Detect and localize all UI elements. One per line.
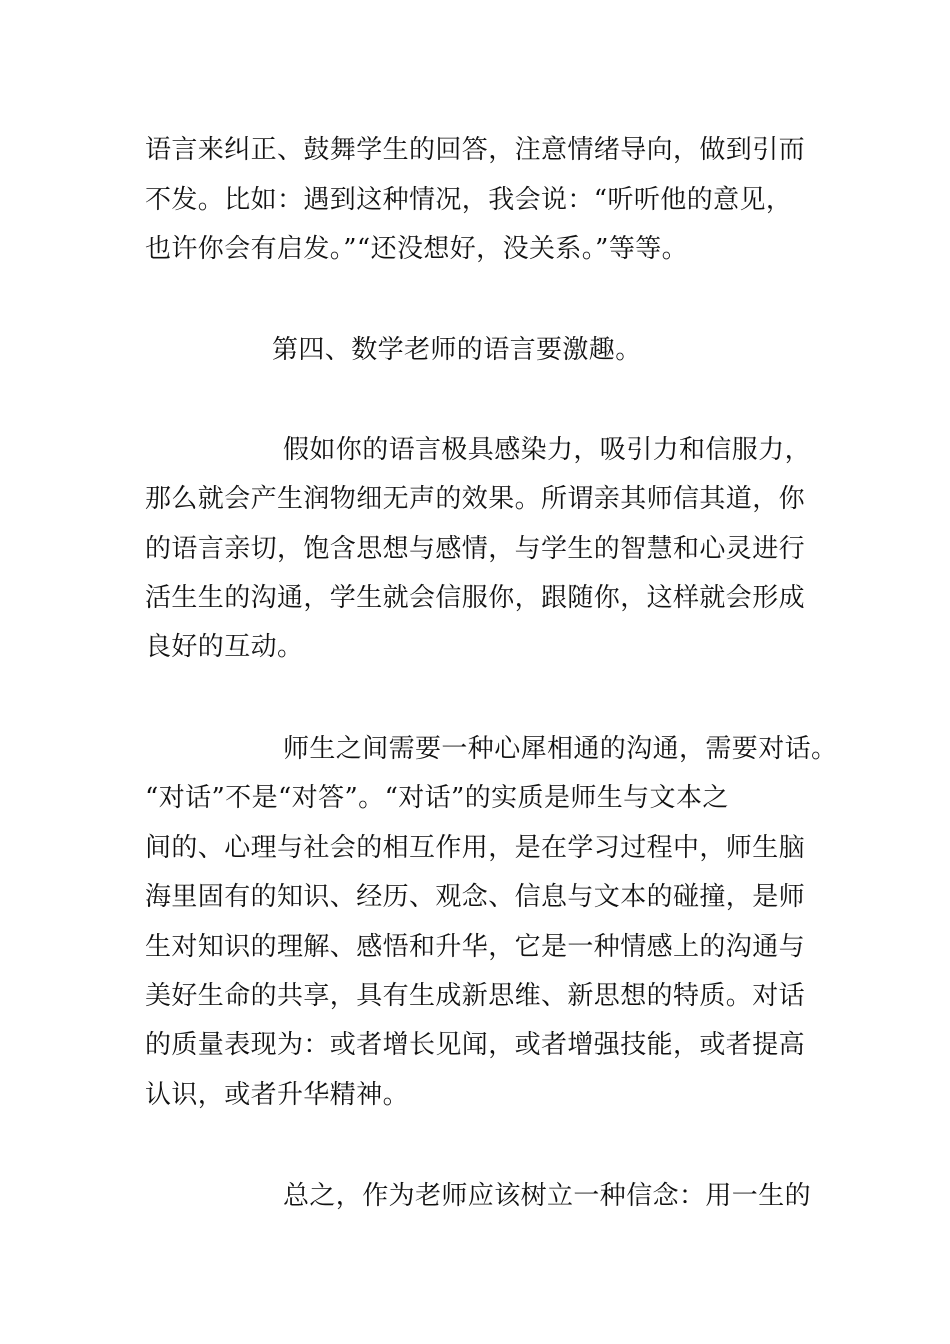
text-line: 的语言亲切，饱含思想与感情，与学生的智慧和心灵进行 <box>145 534 806 564</box>
text-line: 那么就会产生润物细无声的效果。所谓亲其师信其道，你 <box>145 484 806 514</box>
text-line: 也许你会有启发。”“还没想好，没关系。”等等。 <box>145 234 689 264</box>
text-line: 生对知识的理解、感悟和升华，它是一种情感上的沟通与 <box>145 932 806 962</box>
text-line: 间的、心理与社会的相互作用，是在学习过程中，师生脑 <box>145 833 806 863</box>
text-line: 的质量表现为：或者增长见闻，或者增强技能，或者提高 <box>145 1030 806 1060</box>
text-line: 假如你的语言极具感染力，吸引力和信服力， <box>283 435 812 465</box>
text-line: 语言来纠正、鼓舞学生的回答，注意情绪导向，做到引而 <box>145 135 806 165</box>
text-line: 认识，或者升华精神。 <box>145 1080 410 1110</box>
section-heading: 第四、数学老师的语言要激趣。 <box>272 335 642 365</box>
text-line: 活生生的沟通，学生就会信服你，跟随你，这样就会形成 <box>145 583 806 613</box>
text-line: 不发。比如：遇到这种情况，我会说：“听听他的意见， <box>145 185 793 215</box>
text-line: 海里固有的知识、经历、观念、信息与文本的碰撞，是师 <box>145 882 806 912</box>
text-line: 良好的互动。 <box>145 632 304 662</box>
text-line: 师生之间需要一种心犀相通的沟通，需要对话。 <box>283 734 838 764</box>
text-line: “对话”不是“对答”。“对话”的实质是师生与文本之 <box>145 783 729 813</box>
text-line: 总之，作为老师应该树立一种信念：用一生的 <box>283 1181 812 1211</box>
text-line: 美好生命的共享，具有生成新思维、新思想的特质。对话 <box>145 981 806 1011</box>
